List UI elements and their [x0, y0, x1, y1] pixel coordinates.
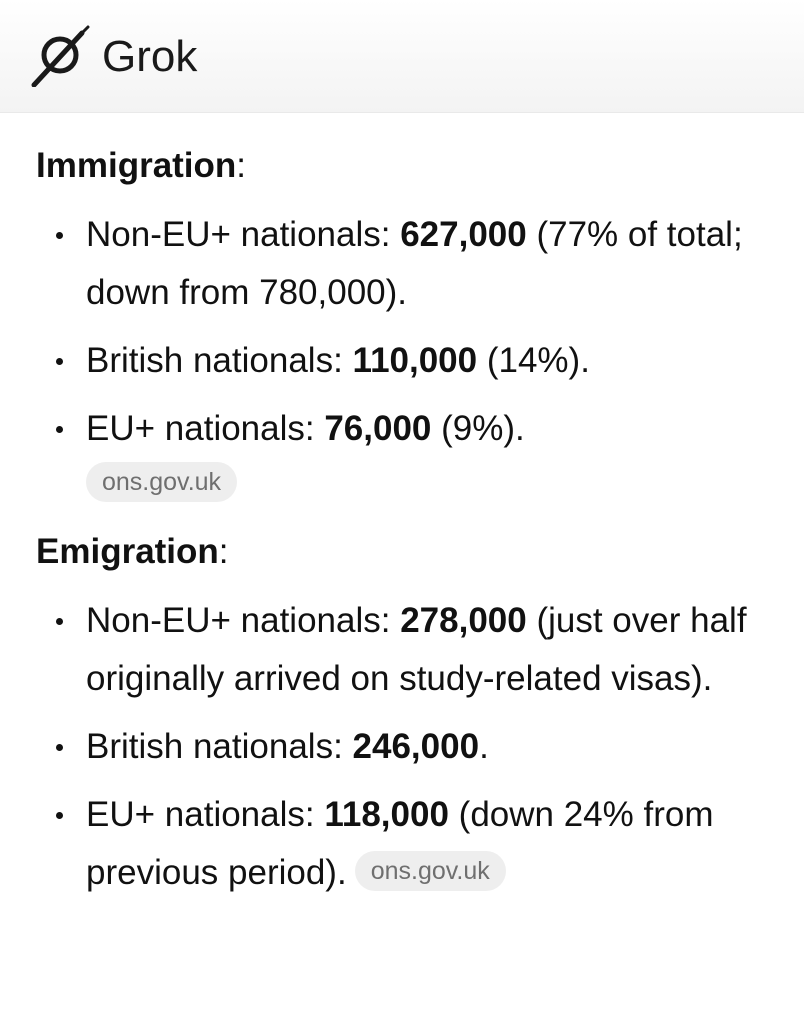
list-item: British nationals: 246,000.: [36, 718, 776, 776]
app-header: [0, 0, 804, 113]
source-chip[interactable]: ons.gov.uk: [86, 462, 237, 502]
emigration-heading: Emigration:: [36, 532, 229, 571]
immigration-list: [36, 206, 776, 458]
app-name: Grok: [102, 32, 198, 81]
response-content: [36, 136, 776, 902]
emigration-list: [36, 592, 776, 902]
source-chip[interactable]: ons.gov.uk: [355, 851, 506, 891]
list-item: Non-EU+ nationals: 627,000 (77% of total; down from 780,000).: [36, 206, 776, 322]
immigration-heading: Immigration:: [36, 146, 247, 185]
list-item: EU+ nationals: 118,000 (down 24% from previous period). ons.gov.uk: [36, 786, 776, 902]
list-item: EU+ nationals: 76,000 (9%).: [36, 400, 776, 458]
list-item: British nationals: 110,000 (14%).: [36, 332, 776, 390]
list-item: Non-EU+ nationals: 278,000 (just over half originally arrived on study-related visas).: [36, 592, 776, 708]
grok-logo[interactable]: [30, 25, 197, 87]
immigration-source-row: [86, 466, 776, 506]
grok-logo-icon: [30, 25, 92, 87]
